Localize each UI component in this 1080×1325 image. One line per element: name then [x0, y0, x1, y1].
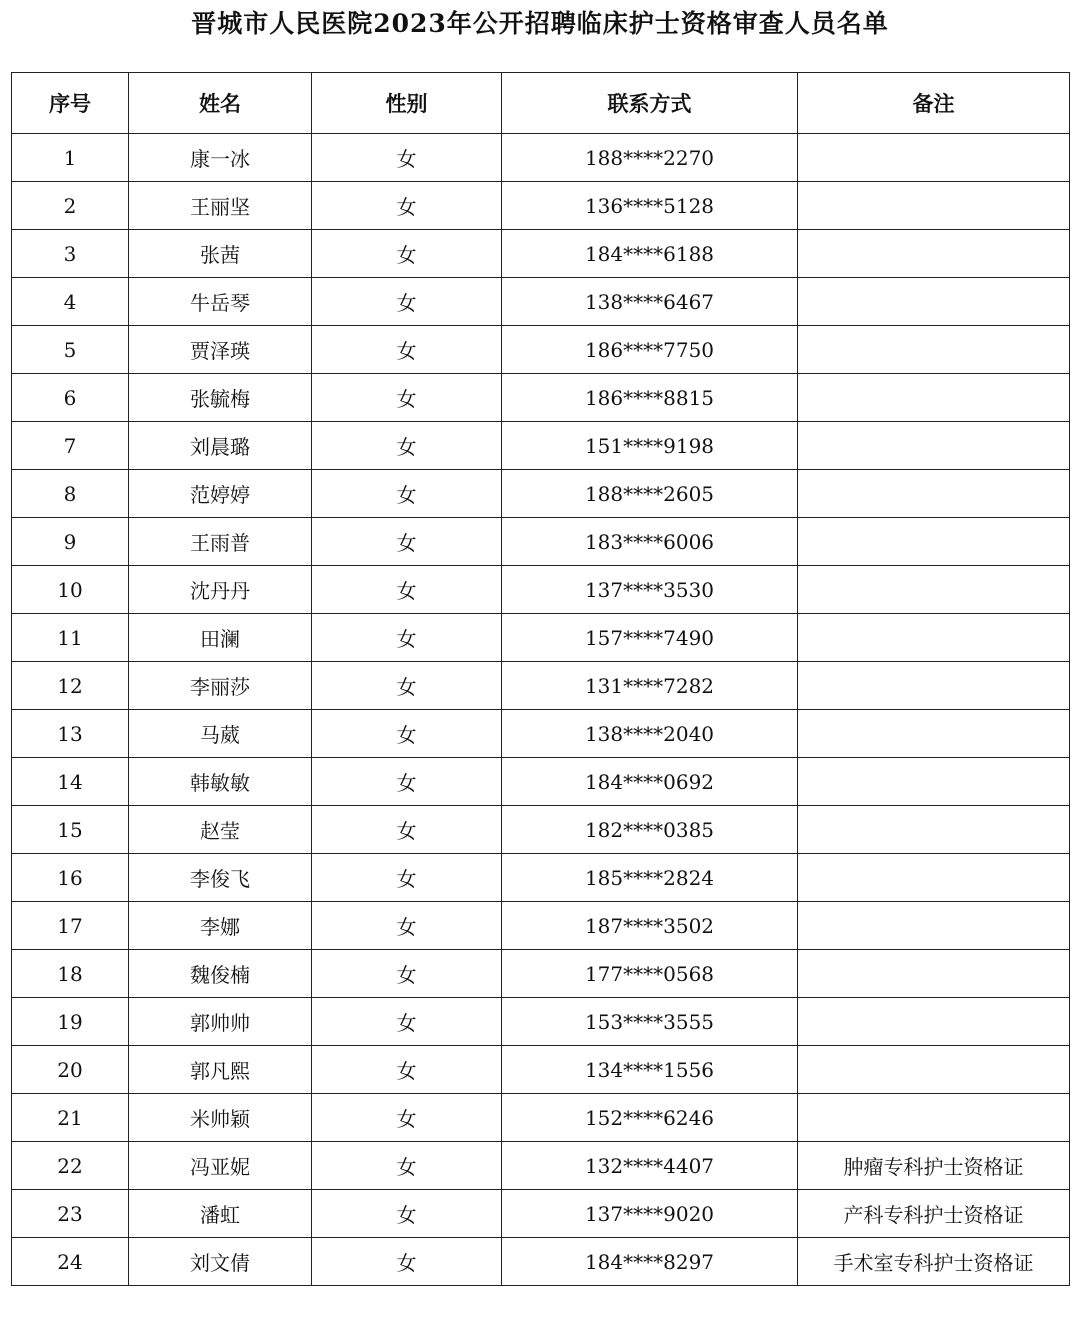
cell-name: 沈丹丹	[129, 566, 312, 614]
cell-remark: 产科专科护士资格证	[798, 1190, 1070, 1238]
table-row	[12, 566, 1070, 614]
table-row	[12, 614, 1070, 662]
table-row	[12, 998, 1070, 1046]
cell-number: 2	[12, 182, 129, 230]
cell-contact: 132****4407	[502, 1142, 798, 1190]
cell-remark	[798, 518, 1070, 566]
cell-remark: 手术室专科护士资格证	[798, 1238, 1070, 1286]
cell-remark: 肿瘤专科护士资格证	[798, 1142, 1070, 1190]
cell-number: 10	[12, 566, 129, 614]
cell-remark	[798, 374, 1070, 422]
table-row	[12, 182, 1070, 230]
cell-gender: 女	[312, 134, 502, 182]
cell-remark	[798, 134, 1070, 182]
cell-gender: 女	[312, 902, 502, 950]
cell-gender: 女	[312, 422, 502, 470]
cell-number: 14	[12, 758, 129, 806]
cell-number: 17	[12, 902, 129, 950]
cell-gender: 女	[312, 710, 502, 758]
cell-gender: 女	[312, 614, 502, 662]
cell-gender: 女	[312, 806, 502, 854]
cell-name: 牛岳琴	[129, 278, 312, 326]
cell-name: 张茜	[129, 230, 312, 278]
table-row	[12, 1094, 1070, 1142]
cell-contact: 186****8815	[502, 374, 798, 422]
cell-gender: 女	[312, 182, 502, 230]
cell-number: 21	[12, 1094, 129, 1142]
cell-name: 米帅颖	[129, 1094, 312, 1142]
cell-remark	[798, 1094, 1070, 1142]
cell-name: 王丽坚	[129, 182, 312, 230]
cell-contact: 138****6467	[502, 278, 798, 326]
header-remark: 备注	[798, 73, 1070, 134]
cell-remark	[798, 566, 1070, 614]
cell-number: 13	[12, 710, 129, 758]
cell-name: 冯亚妮	[129, 1142, 312, 1190]
cell-contact: 131****7282	[502, 662, 798, 710]
cell-name: 郭凡熙	[129, 1046, 312, 1094]
table-row	[12, 1142, 1070, 1190]
cell-number: 18	[12, 950, 129, 998]
cell-number: 15	[12, 806, 129, 854]
cell-contact: 184****0692	[502, 758, 798, 806]
table-row	[12, 230, 1070, 278]
cell-name: 范婷婷	[129, 470, 312, 518]
cell-gender: 女	[312, 1046, 502, 1094]
cell-gender: 女	[312, 230, 502, 278]
cell-contact: 188****2270	[502, 134, 798, 182]
cell-number: 16	[12, 854, 129, 902]
cell-contact: 185****2824	[502, 854, 798, 902]
cell-number: 4	[12, 278, 129, 326]
cell-gender: 女	[312, 518, 502, 566]
cell-remark	[798, 614, 1070, 662]
table-row	[12, 1046, 1070, 1094]
cell-contact: 134****1556	[502, 1046, 798, 1094]
cell-remark	[798, 758, 1070, 806]
cell-gender: 女	[312, 1190, 502, 1238]
cell-number: 7	[12, 422, 129, 470]
cell-contact: 182****0385	[502, 806, 798, 854]
cell-remark	[798, 998, 1070, 1046]
cell-number: 1	[12, 134, 129, 182]
cell-remark	[798, 422, 1070, 470]
cell-name: 潘虹	[129, 1190, 312, 1238]
table-row	[12, 326, 1070, 374]
table-row	[12, 806, 1070, 854]
header-contact: 联系方式	[502, 73, 798, 134]
table-body	[12, 134, 1070, 1286]
cell-name: 刘文倩	[129, 1238, 312, 1286]
cell-name: 贾泽瑛	[129, 326, 312, 374]
cell-gender: 女	[312, 1142, 502, 1190]
table-row	[12, 1190, 1070, 1238]
cell-gender: 女	[312, 374, 502, 422]
cell-remark	[798, 182, 1070, 230]
cell-name: 魏俊楠	[129, 950, 312, 998]
cell-gender: 女	[312, 1238, 502, 1286]
table-header-row	[12, 73, 1070, 134]
cell-name: 刘晨璐	[129, 422, 312, 470]
cell-number: 11	[12, 614, 129, 662]
cell-gender: 女	[312, 998, 502, 1046]
cell-name: 李丽莎	[129, 662, 312, 710]
table-row	[12, 422, 1070, 470]
header-name: 姓名	[129, 73, 312, 134]
cell-remark	[798, 710, 1070, 758]
cell-remark	[798, 470, 1070, 518]
cell-number: 9	[12, 518, 129, 566]
table-row	[12, 470, 1070, 518]
cell-name: 韩敏敏	[129, 758, 312, 806]
cell-remark	[798, 230, 1070, 278]
table-row	[12, 758, 1070, 806]
cell-gender: 女	[312, 470, 502, 518]
cell-gender: 女	[312, 566, 502, 614]
header-gender: 性别	[312, 73, 502, 134]
cell-name: 康一冰	[129, 134, 312, 182]
cell-contact: 138****2040	[502, 710, 798, 758]
cell-name: 王雨普	[129, 518, 312, 566]
cell-contact: 183****6006	[502, 518, 798, 566]
cell-number: 19	[12, 998, 129, 1046]
cell-number: 22	[12, 1142, 129, 1190]
cell-gender: 女	[312, 758, 502, 806]
table-row	[12, 1238, 1070, 1286]
cell-number: 12	[12, 662, 129, 710]
cell-contact: 152****6246	[502, 1094, 798, 1142]
cell-contact: 151****9198	[502, 422, 798, 470]
cell-name: 李俊飞	[129, 854, 312, 902]
table-row	[12, 950, 1070, 998]
candidate-table	[11, 72, 1070, 1286]
cell-name: 赵莹	[129, 806, 312, 854]
cell-remark	[798, 278, 1070, 326]
cell-gender: 女	[312, 950, 502, 998]
table-row	[12, 902, 1070, 950]
cell-number: 5	[12, 326, 129, 374]
cell-remark	[798, 662, 1070, 710]
cell-contact: 186****7750	[502, 326, 798, 374]
cell-contact: 153****3555	[502, 998, 798, 1046]
cell-remark	[798, 950, 1070, 998]
table-row	[12, 710, 1070, 758]
cell-contact: 137****9020	[502, 1190, 798, 1238]
cell-remark	[798, 326, 1070, 374]
cell-contact: 184****8297	[502, 1238, 798, 1286]
cell-contact: 188****2605	[502, 470, 798, 518]
cell-name: 郭帅帅	[129, 998, 312, 1046]
cell-name: 李娜	[129, 902, 312, 950]
cell-contact: 157****7490	[502, 614, 798, 662]
cell-gender: 女	[312, 278, 502, 326]
cell-number: 3	[12, 230, 129, 278]
cell-name: 张毓梅	[129, 374, 312, 422]
cell-remark	[798, 1046, 1070, 1094]
cell-contact: 137****3530	[502, 566, 798, 614]
cell-number: 8	[12, 470, 129, 518]
cell-name: 田澜	[129, 614, 312, 662]
cell-number: 23	[12, 1190, 129, 1238]
cell-remark	[798, 806, 1070, 854]
cell-remark	[798, 902, 1070, 950]
cell-name: 马葳	[129, 710, 312, 758]
cell-gender: 女	[312, 1094, 502, 1142]
header-number: 序号	[12, 73, 129, 134]
cell-contact: 136****5128	[502, 182, 798, 230]
cell-contact: 184****6188	[502, 230, 798, 278]
cell-number: 6	[12, 374, 129, 422]
cell-gender: 女	[312, 854, 502, 902]
cell-contact: 177****0568	[502, 950, 798, 998]
cell-remark	[798, 854, 1070, 902]
cell-number: 24	[12, 1238, 129, 1286]
cell-gender: 女	[312, 326, 502, 374]
table-row	[12, 134, 1070, 182]
table-row	[12, 662, 1070, 710]
table-row	[12, 278, 1070, 326]
cell-gender: 女	[312, 662, 502, 710]
table-row	[12, 854, 1070, 902]
cell-contact: 187****3502	[502, 902, 798, 950]
document-title: 晋城市人民医院2023年公开招聘临床护士资格审查人员名单	[191, 9, 889, 38]
cell-number: 20	[12, 1046, 129, 1094]
table-row	[12, 518, 1070, 566]
table-row	[12, 374, 1070, 422]
